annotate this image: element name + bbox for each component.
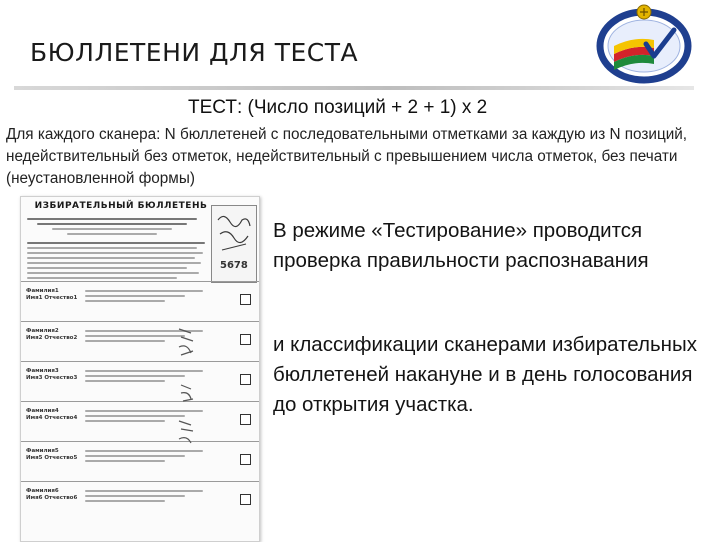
title-divider xyxy=(14,86,694,90)
candidate-checkbox xyxy=(240,334,251,345)
candidate-row xyxy=(21,441,259,482)
candidate-row xyxy=(21,481,259,522)
candidate-row xyxy=(21,361,259,402)
ballot-stamp-number: 5678 xyxy=(220,260,248,271)
sample-ballot xyxy=(20,196,260,542)
candidate-row xyxy=(21,401,259,442)
candidate-checkbox xyxy=(240,454,251,465)
candidate-checkbox xyxy=(240,414,251,425)
candidate-name: Фамилия6 Имя6 Отчество6 xyxy=(26,488,78,501)
candidate-checkbox xyxy=(240,374,251,385)
explanation-paragraph: В режиме «Тестирование» проводится проверка правильности распознавания xyxy=(273,219,649,272)
candidate-row xyxy=(21,321,259,362)
slide-title: БЮЛЛЕТЕНИ ДЛЯ ТЕСТА xyxy=(30,38,359,67)
margin-scribble-icon xyxy=(175,417,197,447)
test-description: Для каждого сканера: N бюллетеней с последовательными отметками за каждую из N позиций, недействительный без отметок, недействительный с превышением числа отметок, без печати (неустановленной формы) xyxy=(6,126,688,187)
test-formula: ТЕСТ: (Число позиций + 2 + 1) х 2 xyxy=(188,97,488,118)
margin-scribble-icon xyxy=(177,381,197,405)
margin-scribble-icon xyxy=(175,325,197,359)
signature-scribble-icon xyxy=(214,210,254,258)
candidate-row xyxy=(21,281,259,322)
candidate-checkbox xyxy=(240,494,251,505)
candidate-name: Фамилия4 Имя4 Отчество4 xyxy=(26,408,78,421)
ballot-stamp xyxy=(211,205,257,283)
candidate-name: Фамилия3 Имя3 Отчество3 xyxy=(26,368,78,381)
candidate-name: Фамилия5 Имя5 Отчество5 xyxy=(26,448,78,461)
ballot-instructions xyxy=(27,239,205,282)
election-commission-emblem-icon xyxy=(594,4,694,84)
explanation-paragraph: и классификации сканерами избирательных бюллетеней накануне и в день голосования до открытия участка. xyxy=(273,333,697,416)
ballot-header: ИЗБИРАТЕЛЬНЫЙ БЮЛЛЕТЕНЬ xyxy=(34,201,208,211)
candidate-name: Фамилия2 Имя2 Отчество2 xyxy=(26,328,78,341)
candidate-name: Фамилия1 Имя1 Отчество1 xyxy=(26,288,78,301)
ballot-header-fineprint xyxy=(27,215,205,238)
candidate-checkbox xyxy=(240,294,251,305)
